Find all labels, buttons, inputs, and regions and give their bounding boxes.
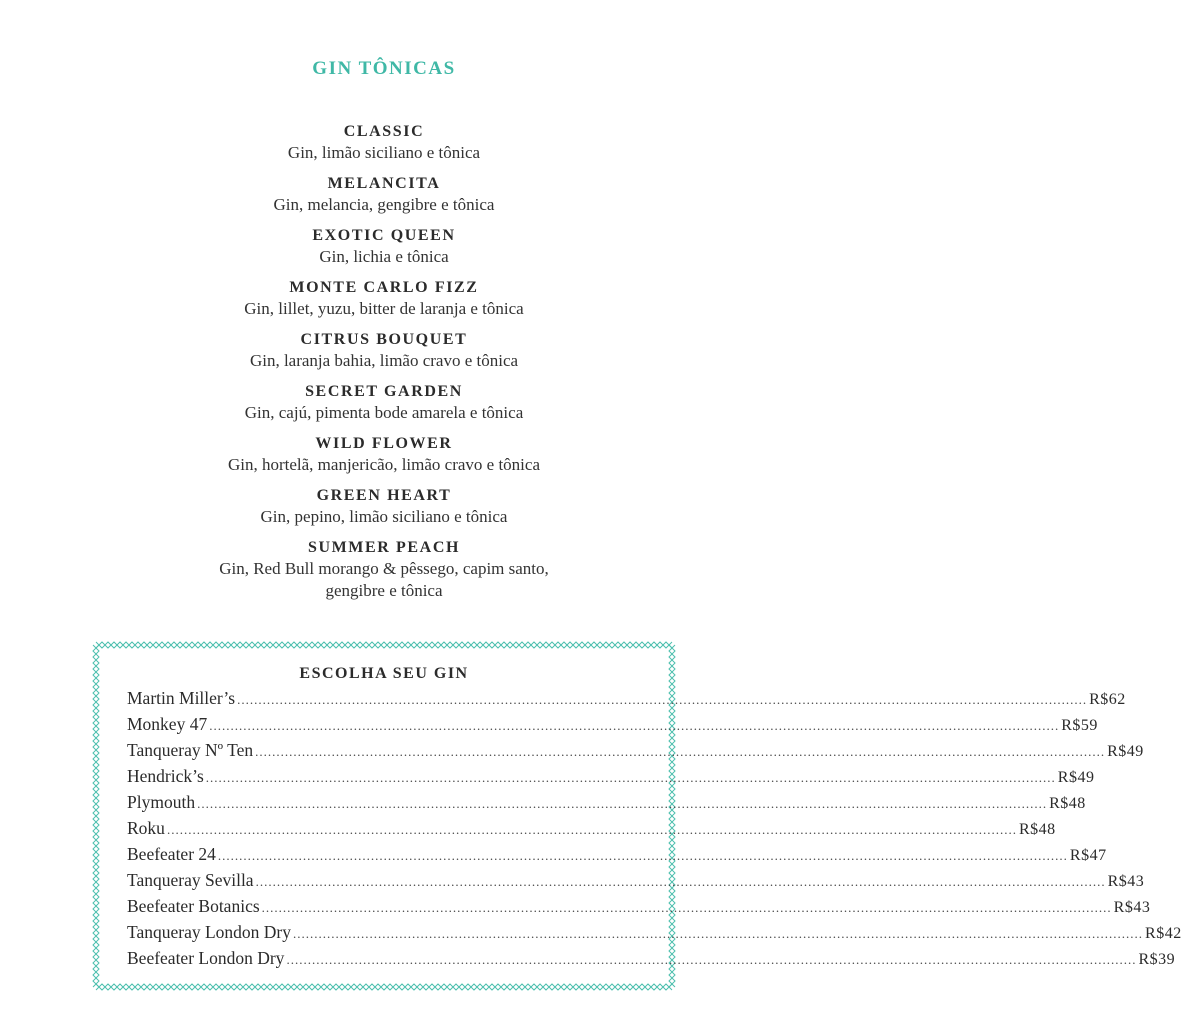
- dot-leader: ........................................................................................................................................................................................................: [237, 692, 1088, 707]
- drink-description: Gin, lichia e tônica: [319, 247, 449, 266]
- gin-price: R$49: [1107, 743, 1144, 760]
- drink-item: [0, 382, 768, 424]
- drink-name: MONTE CARLO FIZZ: [289, 279, 479, 296]
- gin-list-item: [127, 714, 1098, 740]
- gin-list-item: [127, 792, 1086, 818]
- drink-item: [0, 278, 768, 320]
- drink-name: CITRUS BOUQUET: [300, 331, 468, 348]
- dot-leader: ........................................................................................................................................................................................................: [286, 952, 1137, 967]
- gin-name: Monkey 47: [127, 714, 208, 734]
- drink-item: [0, 122, 768, 164]
- dot-leader: ........................................................................................................................................................................................................: [255, 744, 1106, 759]
- gin-list-item: [127, 896, 1151, 922]
- dot-leader: ........................................................................................................................................................................................................: [255, 874, 1106, 889]
- drink-description: Gin, laranja bahia, limão cravo e tônica: [249, 351, 519, 370]
- drink-description: Gin, hortelã, manjericão, limão cravo e tônica: [227, 455, 540, 474]
- gin-name: Martin Miller’s: [127, 688, 236, 708]
- gin-price: R$48: [1049, 795, 1086, 812]
- drink-item: [0, 538, 768, 602]
- gin-list-item: [127, 818, 1056, 844]
- gin-price: R$43: [1113, 899, 1151, 916]
- gin-name: Roku: [127, 818, 165, 838]
- drink-name: EXOTIC QUEEN: [312, 227, 456, 244]
- gin-price: R$59: [1061, 717, 1098, 734]
- drink-description: Gin, limão siciliano e tônica: [287, 143, 481, 162]
- gin-list-item: [127, 948, 1176, 974]
- gin-name: Beefeater London Dry: [127, 948, 285, 968]
- drink-name: SECRET GARDEN: [305, 383, 463, 400]
- border-zigzag: [96, 642, 672, 648]
- drink-item: [0, 486, 768, 528]
- drink-name: SUMMER PEACH: [307, 539, 461, 556]
- gin-price: R$42: [1145, 925, 1182, 942]
- gin-name: Tanqueray London Dry: [127, 922, 292, 942]
- gin-name: Hendrick’s: [127, 766, 204, 786]
- drink-name: CLASSIC: [343, 123, 425, 140]
- drink-name: MELANCITA: [327, 175, 441, 192]
- gin-list-item: [127, 844, 1107, 870]
- dot-leader: ........................................................................................................................................................................................................: [293, 926, 1144, 941]
- drink-description: Gin, pepino, limão siciliano e tônica: [260, 507, 508, 526]
- drink-list: [0, 122, 768, 612]
- gin-selection-box: [91, 640, 1182, 992]
- gin-name: Tanqueray Nº Ten: [127, 740, 254, 760]
- drink-description: Gin, cajú, pimenta bode amarela e tônica: [244, 403, 524, 422]
- drink-item: [0, 434, 768, 476]
- dot-leader: ........................................................................................................................................................................................................: [197, 796, 1048, 811]
- dot-leader: ........................................................................................................................................................................................................: [166, 822, 1017, 837]
- drink-item: [0, 226, 768, 268]
- border-zigzag: [96, 984, 672, 990]
- gin-name: Beefeater Botanics: [127, 896, 260, 916]
- gin-price: R$43: [1107, 873, 1145, 890]
- gin-list-item: [127, 766, 1095, 792]
- dot-leader: ........................................................................................................................................................................................................: [209, 718, 1060, 733]
- gin-name: Plymouth: [127, 792, 196, 812]
- gin-name: Beefeater 24: [127, 844, 216, 864]
- drink-description: Gin, lillet, yuzu, bitter de laranja e tônica: [244, 299, 524, 318]
- border-zigzag: [93, 645, 99, 987]
- gin-list-item: [127, 922, 1182, 948]
- drink-item: [0, 174, 768, 216]
- gin-price: R$62: [1089, 691, 1126, 708]
- gin-price: R$49: [1057, 769, 1095, 786]
- drink-name: WILD FLOWER: [315, 435, 453, 452]
- gin-box-title: ESCOLHA SEU GIN: [299, 665, 469, 682]
- gin-name: Tanqueray Sevilla: [127, 870, 254, 890]
- gin-list-item: [127, 870, 1145, 896]
- dot-leader: ........................................................................................................................................................................................................: [205, 770, 1056, 785]
- gin-list: [127, 688, 1182, 974]
- drink-item: [0, 330, 768, 372]
- dot-leader: ........................................................................................................................................................................................................: [217, 848, 1068, 863]
- page-title: GIN TÔNICAS: [312, 58, 456, 79]
- drink-name: GREEN HEART: [316, 487, 452, 504]
- gin-list-item: [127, 688, 1126, 714]
- gin-price: R$47: [1069, 847, 1107, 864]
- gin-list-item: [127, 740, 1144, 766]
- drink-description: Gin, melancia, gengibre e tônica: [273, 195, 495, 214]
- gin-price: R$48: [1018, 821, 1056, 838]
- gin-price: R$39: [1138, 951, 1176, 968]
- dot-leader: ........................................................................................................................................................................................................: [261, 900, 1112, 915]
- drink-description: Gin, Red Bull morango & pêssego, capim santo, gengibre e tônica: [219, 559, 549, 600]
